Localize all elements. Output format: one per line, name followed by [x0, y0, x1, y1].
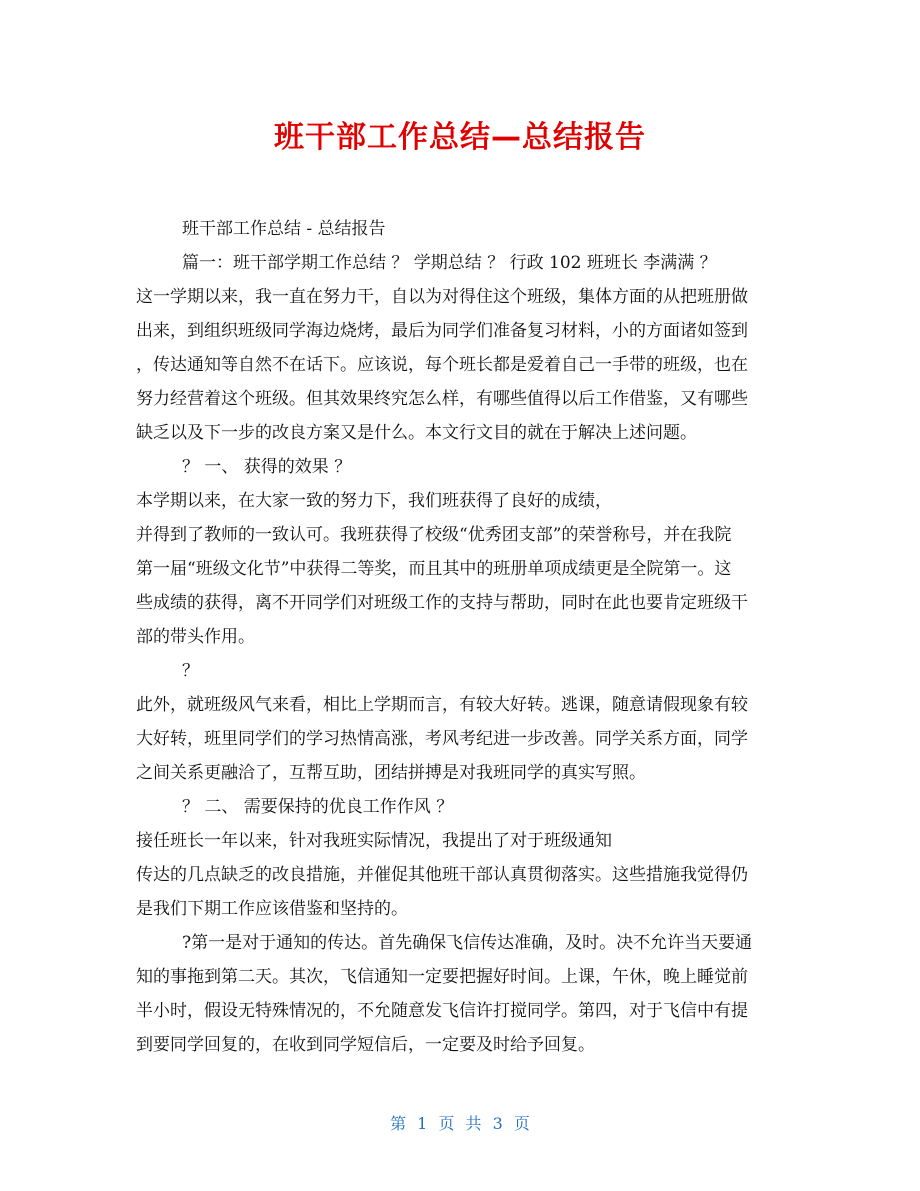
text-line: 之间关系更融洽了，互帮互助，团结拼搏是对我班同学的真实写照。	[136, 763, 646, 783]
text-line: 篇一：班干部学期工作总结 ？ 学期总结 ？ 行政 102 班班长 李满满 ？	[182, 253, 717, 273]
text-line: 第一届“班级文化节”中获得二等奖，而且其中的班册单项成绩更是全院第一。这	[136, 559, 732, 579]
text-line: 出来，到组织班级同学海边烧烤，最后为同学们准备复习材料，小的方面诸如签到	[136, 321, 748, 341]
text-line: 大好转，班里同学们的学习热情高涨，考风考纪进一步改善。同学关系方面，同学	[136, 729, 748, 749]
document-body	[136, 212, 788, 1062]
text-line: 知的事拖到第二天。其次，飞信通知一定要把握好时间。上课，午休，晚上睡觉前	[136, 967, 748, 987]
text-line: 传达的几点缺乏的改良措施，并催促其他班干部认真贯彻落实。这些措施我觉得仍	[136, 865, 748, 885]
text-line: ？ 二、 需要保持的优良工作作风 ？	[182, 797, 454, 817]
text-line: 本学期以来，在大家一致的努力下，我们班获得了良好的成绩，	[136, 491, 612, 511]
page-number-footer: 第 1 页 共 3 页	[390, 1114, 530, 1133]
text-line: ？ 一、 获得的效果 ？	[182, 457, 352, 477]
text-line: ？	[182, 661, 199, 681]
text-line: 努力经营着这个班级。但其效果终究怎么样，有哪些值得以后工作借鉴，又有哪些	[136, 389, 748, 409]
text-line: 班干部工作总结 - 总结报告	[182, 219, 386, 239]
text-line: 缺乏以及下一步的改良方案又是什么。本文行文目的就在于解决上述问题。	[136, 423, 697, 443]
document-title: 班干部工作总结—总结报告	[274, 120, 646, 155]
text-line: 并得到了教师的一致认可。我班获得了校级“优秀团支部”的荣誉称号，并在我院	[136, 525, 732, 545]
text-line: 接任班长一年以来，针对我班实际情况，我提出了对于班级通知	[136, 831, 612, 851]
text-line: 是我们下期工作应该借鉴和坚持的。	[136, 899, 408, 919]
text-line: 这一学期以来，我一直在努力干，自以为对得住这个班级，集体方面的从把班册做	[136, 287, 748, 307]
text-line: 些成绩的获得，离不开同学们对班级工作的支持与帮助，同时在此也要肯定班级干	[136, 593, 748, 613]
text-line: ，传达通知等自然不在话下。应该说，每个班长都是爱着自己一手带的班级，也在	[136, 355, 748, 375]
text-line: 到要同学回复的，在收到同学短信后，一定要及时给予回复。	[136, 1035, 595, 1055]
text-line: ?第一是对于通知的传达。首先确保飞信传达准确，及时。决不允许当天要通	[182, 933, 753, 953]
text-line: 此外，就班级风气来看，相比上学期而言，有较大好转。逃课，随意请假现象有较	[136, 695, 748, 715]
text-line: 半小时，假设无特殊情况的，不允随意发飞信许打搅同学。第四，对于飞信中有提	[136, 1001, 748, 1021]
text-line: 部的带头作用。	[136, 627, 255, 647]
